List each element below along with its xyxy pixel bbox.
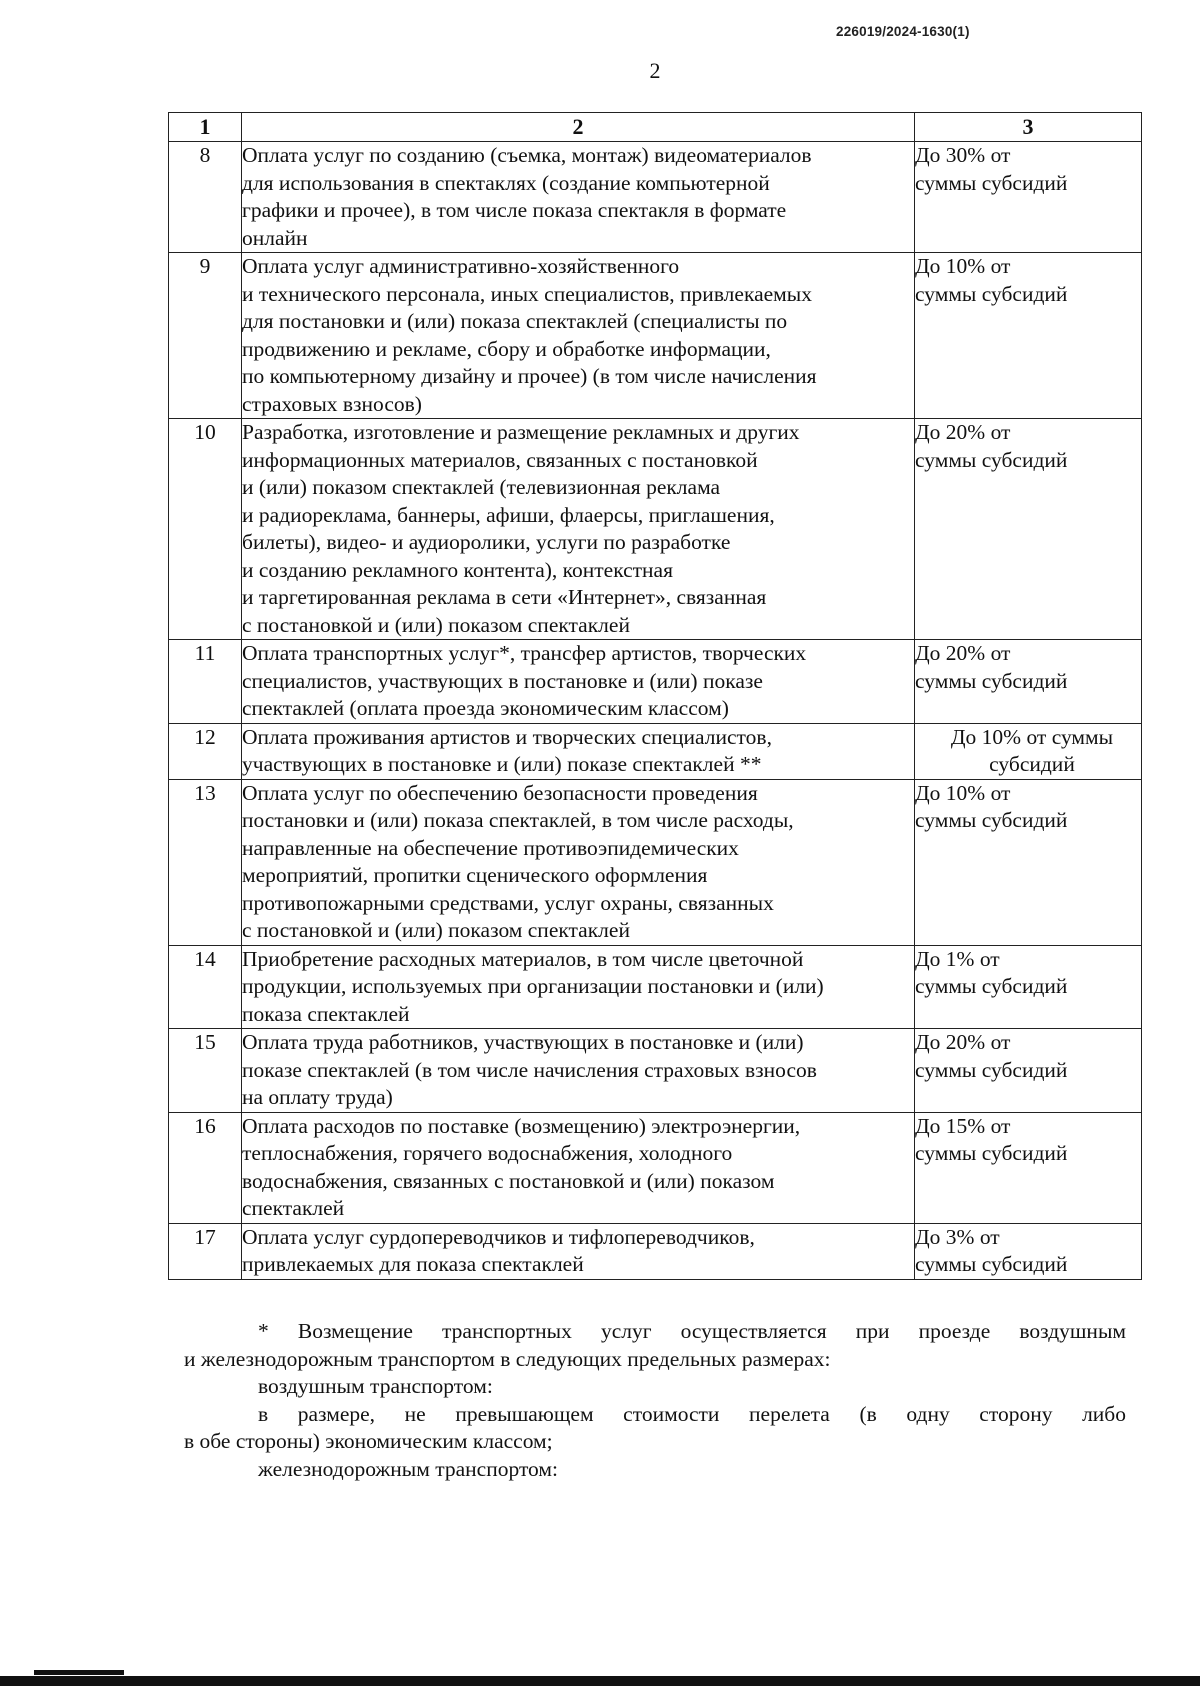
expense-limit: До 10% от суммы субсидий [915, 253, 1142, 419]
column-header-3: 3 [915, 113, 1142, 142]
table-row [169, 779, 1142, 945]
expense-limit: До 3% от суммы субсидий [915, 1223, 1142, 1279]
row-number: 9 [169, 253, 242, 419]
row-number: 15 [169, 1029, 242, 1113]
expense-limit: До 20% от суммы субсидий [915, 419, 1142, 640]
row-number: 13 [169, 779, 242, 945]
expense-description: Оплата услуг по обеспечению безопасности проведения постановки и (или) показа спектаклей, в том числе расходы, направленные на обеспечение противоэпидемических мероприятий, пропитки сценического оформления противопожарными средствами, услуг охраны, связанных с постановкой и (или) показом спектаклей [242, 779, 915, 945]
expense-limit: До 20% от суммы субсидий [915, 1029, 1142, 1113]
table-row [169, 945, 1142, 1029]
scan-bottom-edge [0, 1676, 1200, 1686]
expense-description: Оплата расходов по поставке (возмещению) электроэнергии, теплоснабжения, горячего водоснабжения, холодного водоснабжения, связанных с постановкой и (или) показом спектаклей [242, 1112, 915, 1223]
row-number: 10 [169, 419, 242, 640]
expense-limit: До 10% от суммы субсидий [915, 723, 1142, 779]
expense-description: Оплата транспортных услуг*, трансфер артистов, творческих специалистов, участвующих в постановке и (или) показе спектаклей (оплата проезда экономическим классом) [242, 640, 915, 724]
expenses-table [168, 112, 1142, 1280]
footnote-line: в размере, не превышающем стоимости перелета (в одну сторону либо [258, 1401, 1126, 1426]
footnote-line: * Возмещение транспортных услуг осуществляется при проезде воздушным [258, 1319, 1126, 1343]
row-number: 11 [169, 640, 242, 724]
column-header-1: 1 [169, 113, 242, 142]
expense-description: Оплата услуг административно-хозяйственного и технического персонала, иных специалистов, привлекаемых для постановки и (или) показа спектаклей (специалисты по продвижению и рекламе, сбору и обработке информации, по компьютерному дизайну и прочее) (в том числе начисления страховых взносов) [242, 253, 915, 419]
table-row [169, 253, 1142, 419]
expense-limit: До 20% от суммы субсидий [915, 640, 1142, 724]
transport-footnote [184, 1318, 1126, 1483]
table-row [169, 723, 1142, 779]
table-header [169, 113, 1142, 142]
expense-description: Оплата проживания артистов и творческих специалистов, участвующих в постановке и (или) показе спектаклей ** [242, 723, 915, 779]
footnote-line: в обе стороны) экономическим классом; [184, 1429, 553, 1453]
table-row [169, 1112, 1142, 1223]
expense-description: Оплата труда работников, участвующих в постановке и (или) показе спектаклей (в том числе начисления страховых взносов на оплату труда) [242, 1029, 915, 1113]
expense-description: Приобретение расходных материалов, в том числе цветочной продукции, используемых при организации постановки и (или) показа спектаклей [242, 945, 915, 1029]
expense-limit: До 1% от суммы субсидий [915, 945, 1142, 1029]
table-row [169, 1223, 1142, 1279]
expense-description: Оплата услуг сурдопереводчиков и тифлопереводчиков, привлекаемых для показа спектаклей [242, 1223, 915, 1279]
footnote-line: воздушным транспортом: [258, 1374, 493, 1398]
table-row [169, 640, 1142, 724]
expense-description: Оплата услуг по созданию (съемка, монтаж) видеоматериалов для использования в спектаклях (создание компьютерной графики и прочее), в том числе показа спектакля в формате онлайн [242, 142, 915, 253]
table-row [169, 419, 1142, 640]
row-number: 8 [169, 142, 242, 253]
footnote-line: и железнодорожным транспортом в следующих предельных размерах: [184, 1346, 831, 1371]
expense-limit: До 10% от суммы субсидий [915, 779, 1142, 945]
row-number: 16 [169, 1112, 242, 1223]
row-number: 14 [169, 945, 242, 1029]
expense-limit: До 30% от суммы субсидий [915, 142, 1142, 253]
column-header-2: 2 [242, 113, 915, 142]
expense-description: Разработка, изготовление и размещение рекламных и других информационных материалов, связанных с постановкой и (или) показом спектаклей (телевизионная реклама и радиореклама, баннеры, афиши, флаерсы, приглашения, билеты), видео- и аудиоролики, услуги по разработке и созданию рекламного контента), контекстная и таргетированная реклама в сети «Интернет», связанная с постановкой и (или) показом спектаклей [242, 419, 915, 640]
table-row [169, 1029, 1142, 1113]
footnote-line: железнодорожным транспортом: [258, 1456, 558, 1481]
table-row [169, 142, 1142, 253]
scan-edge-mark [34, 1670, 124, 1675]
expense-limit: До 15% от суммы субсидий [915, 1112, 1142, 1223]
page-number: 2 [649, 58, 661, 83]
row-number: 12 [169, 723, 242, 779]
row-number: 17 [169, 1223, 242, 1279]
document-registration-number: 226019/2024-1630(1) [836, 24, 970, 39]
